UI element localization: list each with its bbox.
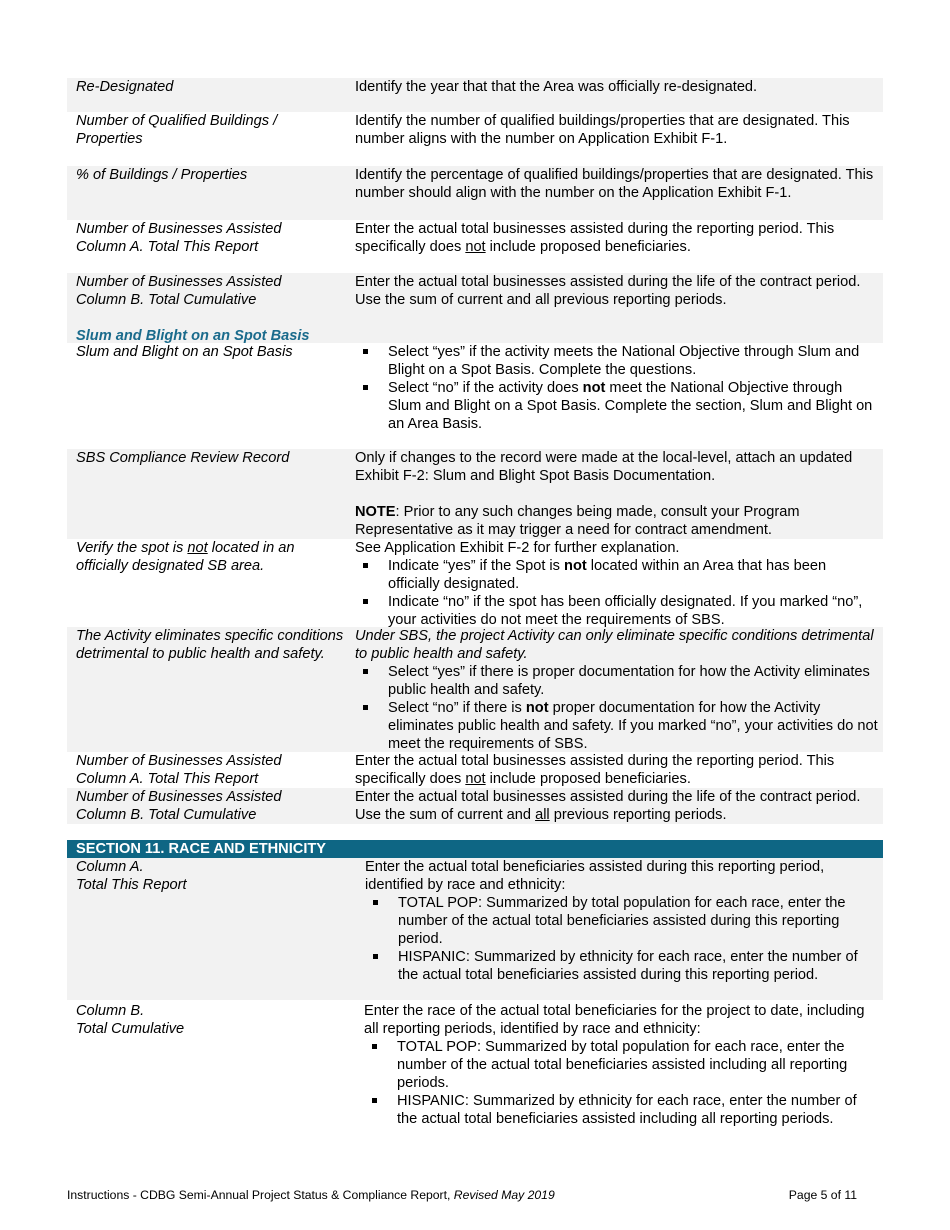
footer-title — [67, 1186, 555, 1204]
row-slum-blight-spot — [67, 343, 883, 449]
label-line: Number of Businesses Assisted — [76, 221, 282, 237]
text-run: include proposed beneficiaries. — [485, 239, 691, 255]
footer-revision: Revised May 2019 — [453, 1188, 555, 1202]
list-item: Select “yes” if there is proper documentation for how the Activity eliminates public health and safety. — [355, 663, 879, 699]
row-businesses-col-a — [67, 220, 883, 273]
list-item: Select “yes” if the activity meets the National Objective through Slum and Blight on a Spot Basis. Complete the questions. — [355, 343, 879, 379]
label-line: Number of Businesses Assisted — [76, 753, 282, 769]
paragraph: Enter the actual total beneficiaries assisted during this reporting period, identified by race and ethnicity: — [365, 859, 825, 893]
label-line: Column B. — [76, 1003, 145, 1019]
field-description — [355, 788, 883, 824]
list-item: HISPANIC: Summarized by ethnicity for each race, enter the number of the actual total beneficiaries assisted during this reporting period. — [365, 948, 879, 984]
spacer — [67, 824, 883, 840]
label-line: Column A. Total This Report — [76, 239, 259, 255]
row-businesses-col-a-2 — [67, 752, 883, 788]
row-qualified-buildings — [67, 112, 883, 166]
field-label: SBS Compliance Review Record — [76, 450, 290, 466]
spot-heading-row — [67, 327, 883, 343]
bold-text: not — [582, 380, 606, 396]
label-line: Column B. Total Cumulative — [76, 807, 257, 823]
text-run: Enter the actual total businesses assisted during the life of the contract period. Use the sum of current and — [355, 789, 861, 823]
page-footer — [67, 1186, 857, 1204]
row-verify-spot — [67, 539, 883, 627]
text-run: meet the National Objective through Slum and Blight on a Spot Basis. Complete the section, Slum and Blight on an Area Basis. — [388, 380, 873, 432]
section-heading: SECTION 11. RACE AND ETHNICITY — [67, 840, 883, 858]
row-race-col-a — [67, 858, 883, 1000]
field-label: Number of Qualified Buildings / Properties — [76, 113, 278, 147]
text-run: Select “no” if there is — [388, 700, 526, 716]
field-description — [355, 343, 883, 449]
list-item — [355, 557, 879, 593]
list-item: TOTAL POP: Summarized by total population for each race, enter the number of the actual total beneficiaries assisted including all reporting periods. — [364, 1038, 879, 1092]
text-run: located in an officially designated SB area. — [76, 540, 295, 574]
row-sbs-compliance — [67, 449, 883, 539]
text-run: Enter the actual total businesses assisted during the reporting period. This specifically does — [355, 753, 835, 787]
paragraph: See Application Exhibit F-2 for further explanation. — [355, 540, 680, 556]
label-line: Number of Businesses Assisted — [76, 274, 282, 290]
text-run: located within an Area that has been officially designated. — [388, 558, 827, 592]
field-description: Identify the percentage of qualified buildings/properties that are designated. This number should align with the number on the Application Exhibit F-1. — [355, 167, 874, 201]
subsection-heading: Slum and Blight on an Spot Basis — [76, 328, 310, 344]
instructions-table — [67, 78, 883, 1152]
underlined-text: not — [465, 771, 486, 787]
field-description — [355, 220, 883, 273]
label-line: Total This Report — [76, 877, 187, 893]
field-description — [355, 1002, 883, 1152]
field-label — [67, 752, 355, 788]
field-description — [355, 539, 883, 627]
list-item: Indicate “no” if the spot has been officially designated. If you marked “no”, your activities do not meet the requirements of SBS. — [355, 593, 879, 629]
field-label — [67, 539, 355, 627]
bold-text: not — [564, 558, 587, 574]
label-line: Column B. Total Cumulative — [76, 292, 257, 308]
bullet-list — [364, 1038, 879, 1128]
label-line: Total Cumulative — [76, 1021, 185, 1037]
field-description — [355, 858, 883, 1000]
row-businesses-col-b-2 — [67, 788, 883, 824]
bullet-list — [365, 894, 879, 984]
field-label: Slum and Blight on an Spot Basis — [76, 344, 293, 360]
row-businesses-col-b — [67, 273, 883, 327]
text-run: : Prior to any such changes being made, consult your Program Representative as it may trigger a need for contract amendment. — [355, 504, 800, 538]
text-run: Enter the actual total businesses assisted during the reporting period. This specifically does — [355, 221, 835, 255]
footer-text: Instructions - CDBG Semi-Annual Project Status & Compliance Report, — [67, 1188, 454, 1202]
field-label — [67, 1002, 355, 1152]
text-run: proper documentation for how the Activity eliminates public health and safety. If you marked “no”, your activities do not meet the requirements of SBS. — [388, 700, 878, 752]
paragraph: Under SBS, the project Activity can only eliminate specific conditions detrimental to public health and safety. — [355, 628, 874, 662]
page-number: Page 5 of 11 — [788, 1188, 857, 1202]
field-label: Re-Designated — [76, 79, 174, 95]
row-pct-buildings — [67, 166, 883, 220]
field-description — [355, 752, 883, 788]
underlined-text: all — [535, 807, 550, 823]
text-run: Indicate “yes” if the Spot is — [388, 558, 565, 574]
field-label — [67, 220, 355, 273]
list-item — [355, 699, 879, 753]
list-item — [355, 379, 879, 433]
field-label — [67, 273, 355, 327]
field-label — [67, 788, 355, 824]
field-description — [355, 627, 883, 752]
field-description — [355, 449, 883, 539]
label-line: Column A. Total This Report — [76, 771, 259, 787]
row-re-designated — [67, 78, 883, 112]
label-line: Column A. — [76, 859, 144, 875]
field-label: The Activity eliminates specific conditions detrimental to public health and safety. — [76, 628, 344, 662]
field-description: Enter the actual total businesses assisted during the life of the contract period. Use the sum of current and all previous reporting periods. — [355, 274, 861, 308]
row-activity-eliminates — [67, 627, 883, 752]
bullet-list — [355, 663, 879, 753]
underlined-text: not — [465, 239, 486, 255]
note-paragraph — [355, 503, 879, 539]
field-description: Identify the year that that the Area was officially re-designated. — [355, 79, 758, 95]
bullet-list — [355, 343, 879, 433]
field-label: % of Buildings / Properties — [76, 167, 248, 183]
list-item: HISPANIC: Summarized by ethnicity for each race, enter the number of the actual total beneficiaries assisted including all reporting periods. — [364, 1092, 879, 1128]
field-label — [67, 858, 355, 1000]
list-item: TOTAL POP: Summarized by total population for each race, enter the number of the actual total beneficiaries assisted during this reporting period. — [365, 894, 879, 948]
text-run: include proposed beneficiaries. — [485, 771, 691, 787]
row-race-col-b — [67, 1000, 883, 1152]
label-line: Number of Businesses Assisted — [76, 789, 282, 805]
bullet-list — [355, 557, 879, 629]
paragraph: Only if changes to the record were made at the local-level, attach an updated Exhibit F-2: Slum and Blight Spot Basis Documentation. — [355, 450, 853, 484]
text-run: Verify the spot is — [76, 540, 188, 556]
paragraph: Enter the race of the actual total beneficiaries for the project to date, including all reporting periods, identified by race and ethnicity: — [364, 1003, 865, 1037]
underlined-text: not — [187, 540, 208, 556]
bold-text: not — [525, 700, 549, 716]
note-label: NOTE — [355, 504, 396, 520]
field-description: Identify the number of qualified buildings/properties that are designated. This number aligns with the number on Application Exhibit F-1. — [355, 113, 850, 147]
text-run: Select “no” if the activity does — [388, 380, 583, 396]
text-run: previous reporting periods. — [549, 807, 727, 823]
